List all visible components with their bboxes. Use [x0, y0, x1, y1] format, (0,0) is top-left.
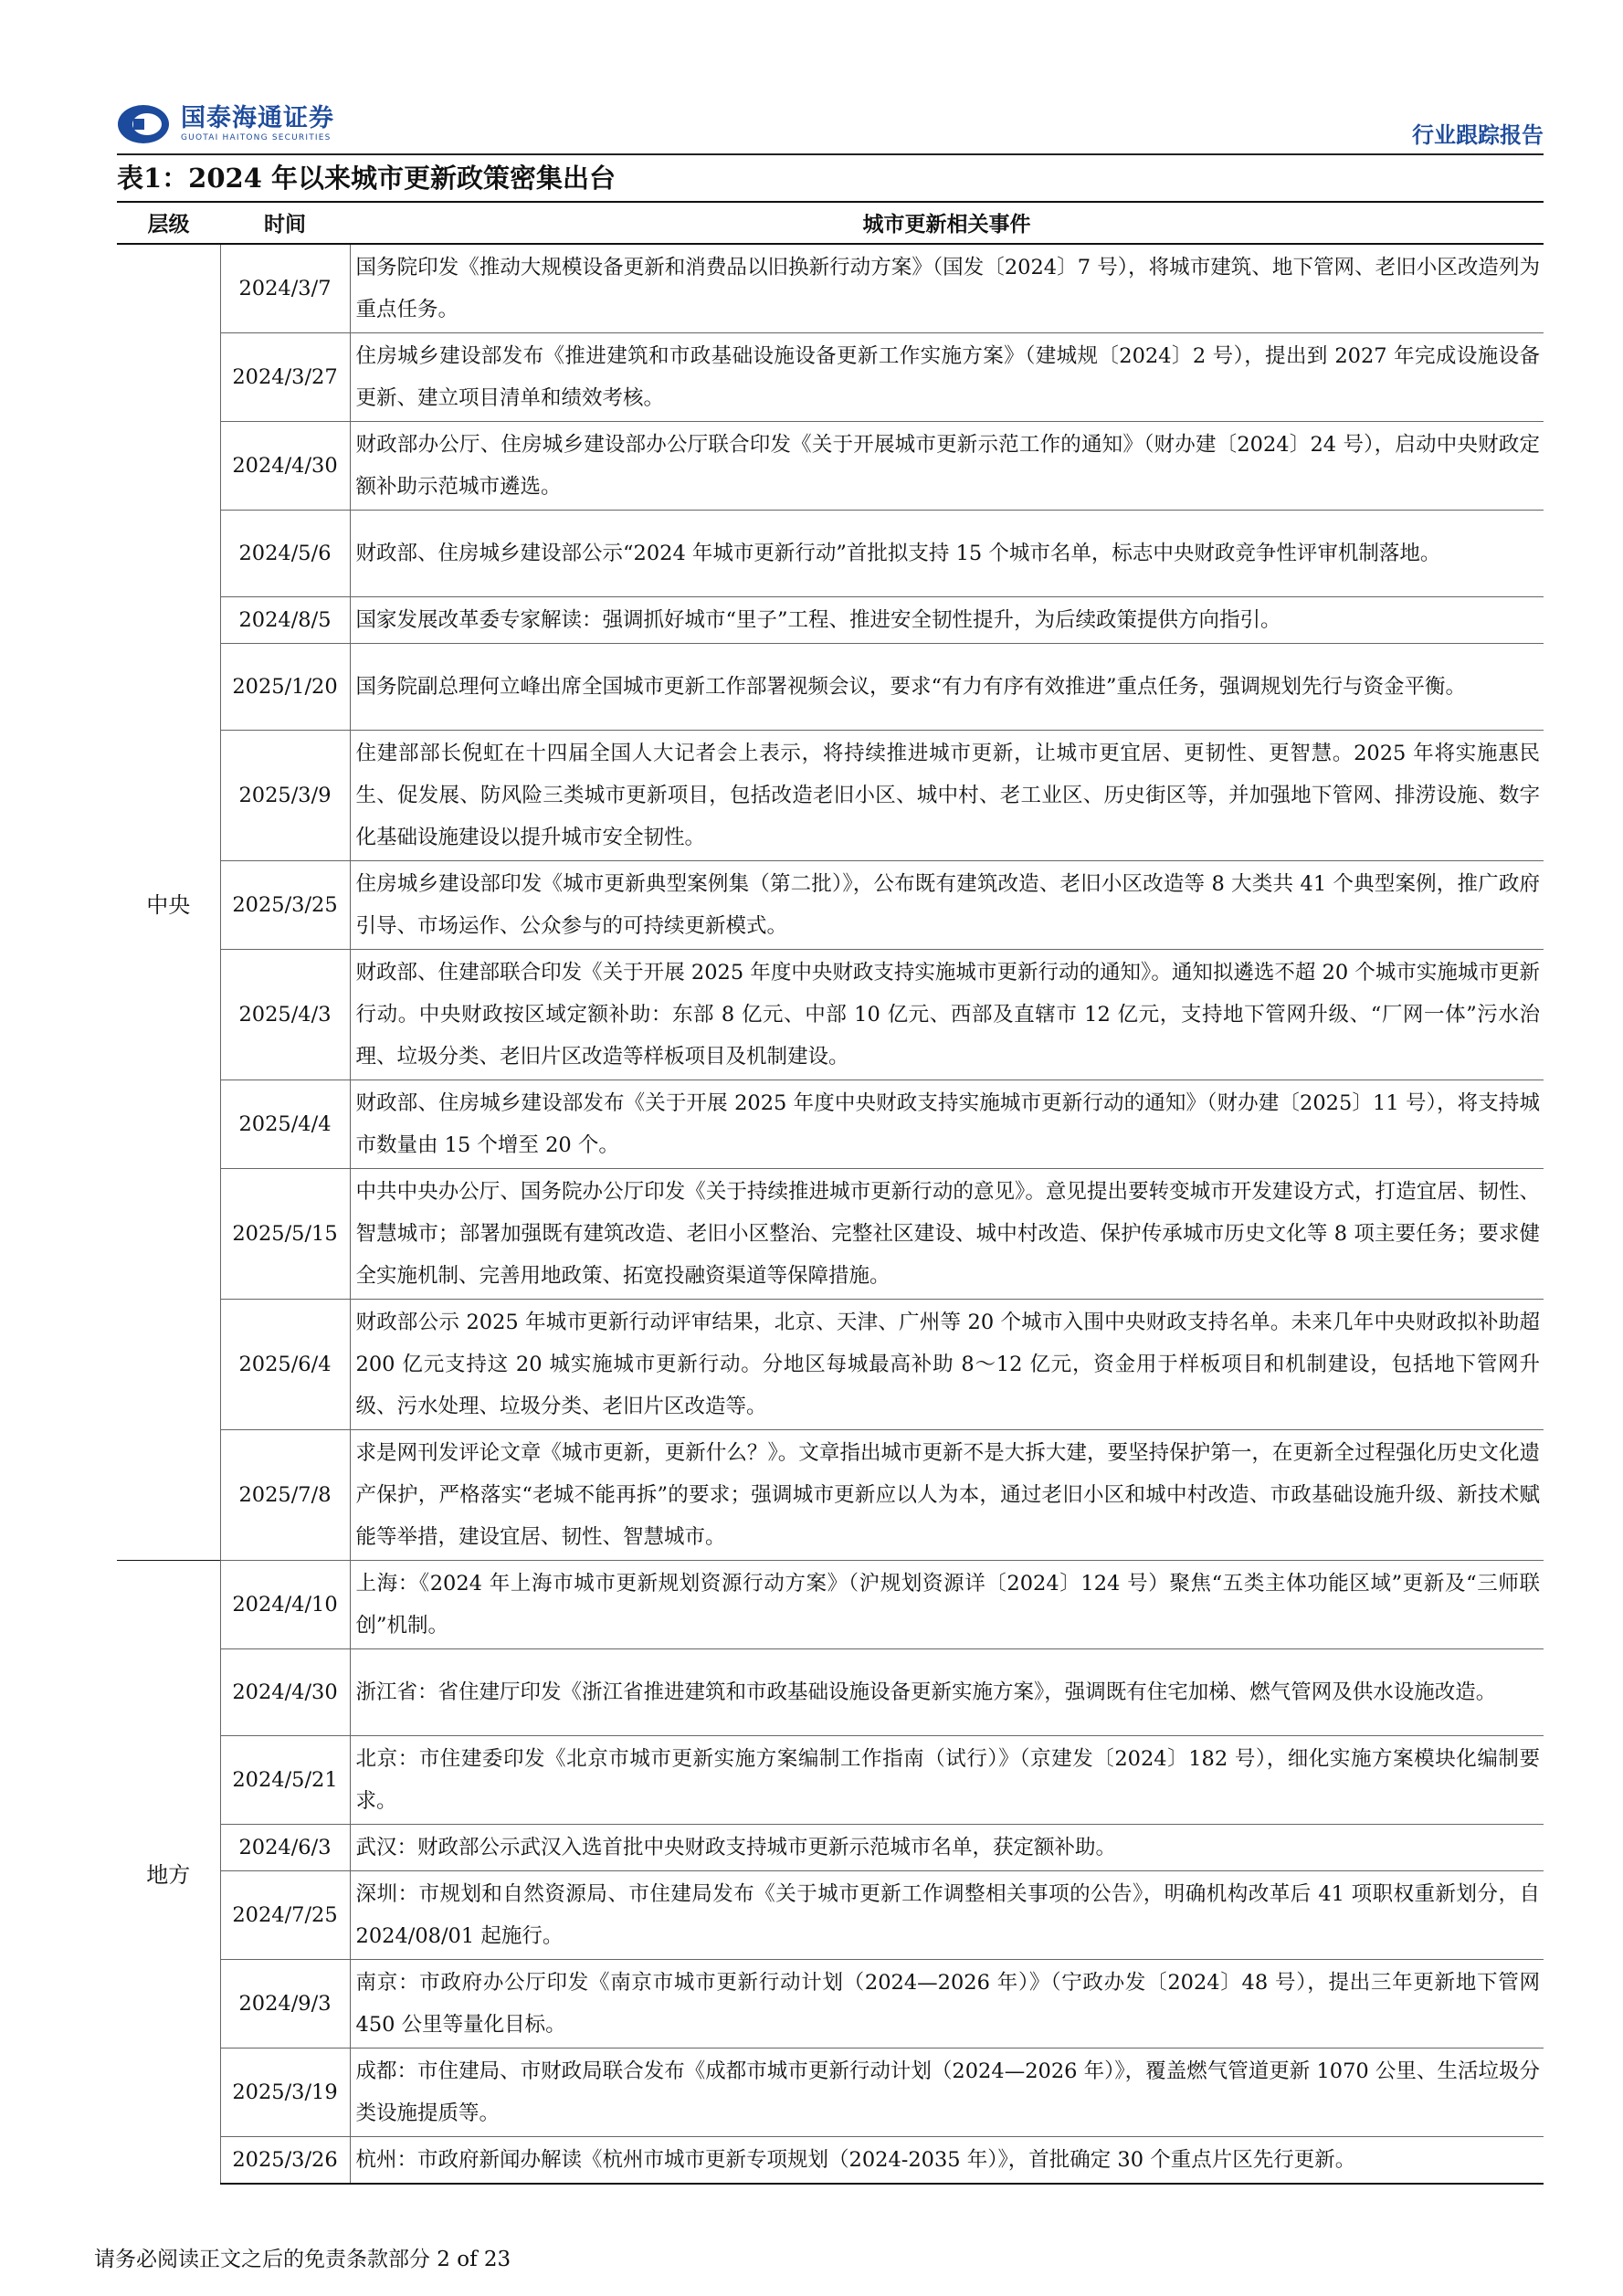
page-header [117, 100, 1544, 155]
logo-name-en: GUOTAI HAITONG SECURITIES [181, 133, 332, 142]
company-logo [117, 100, 334, 148]
event-cell: 住建部部长倪虹在十四届全国人大记者会上表示，将持续推进城市更新，让城市更宜居、更韧性、更智慧。2025 年将实施惠民生、促发展、防风险三类城市更新项目，包括改造老旧小区、城中村、老工业区、历史街区等，并加强地下管网、排涝设施、数字化基础设施建设以提升城市安全韧性。 [350, 731, 1544, 861]
event-cell: 住房城乡建设部发布《推进建筑和市政基础设施设备更新工作实施方案》（建城规〔2024〕2 号），提出到 2027 年完成设施设备更新、建立项目清单和绩效考核。 [350, 333, 1544, 422]
table-row [117, 511, 1544, 597]
event-cell: 财政部、住房城乡建设部公示“2024 年城市更新行动”首批拟支持 15 个城市名单，标志中央财政竞争性评审机制落地。 [350, 511, 1544, 597]
table-row [117, 244, 1544, 333]
date-cell: 2024/3/7 [220, 244, 350, 333]
date-cell: 2024/5/6 [220, 511, 350, 597]
table-row [117, 950, 1544, 1080]
date-cell: 2025/7/8 [220, 1430, 350, 1561]
table-title: 表1：2024 年以来城市更新政策密集出台 [117, 155, 1544, 203]
logo-name-cn: 国泰海通证券 [181, 104, 334, 132]
date-cell: 2025/1/20 [220, 644, 350, 731]
column-header-event: 城市更新相关事件 [350, 201, 1544, 244]
report-type-label: 行业跟踪报告 [1412, 122, 1544, 148]
date-cell: 2024/5/21 [220, 1736, 350, 1825]
event-cell: 财政部办公厅、住房城乡建设部办公厅联合印发《关于开展城市更新示范工作的通知》（财办建〔2024〕24 号），启动中央财政定额补助示范城市遴选。 [350, 422, 1544, 511]
date-cell: 2025/3/25 [220, 861, 350, 950]
column-header-level: 层级 [117, 201, 220, 244]
date-cell: 2025/4/3 [220, 950, 350, 1080]
event-cell: 财政部、住建部联合印发《关于开展 2025 年度中央财政支持实施城市更新行动的通知》。通知拟遴选不超 20 个城市实施城市更新行动。中央财政按区域定额补助：东部 8 亿元、中部 10 亿元、西部及直辖市 12 亿元，支持地下管网升级、“厂网一体”污水治理、垃圾分类、老旧片区改造等样板项目及机制建设。 [350, 950, 1544, 1080]
table-row [117, 597, 1544, 644]
table-row [117, 1871, 1544, 1960]
event-cell: 国家发展改革委专家解读：强调抓好城市“里子”工程、推进安全韧性提升，为后续政策提供方向指引。 [350, 597, 1544, 644]
table-row [117, 1736, 1544, 1825]
date-cell: 2025/6/4 [220, 1300, 350, 1430]
event-cell: 财政部、住房城乡建设部发布《关于开展 2025 年度中央财政支持实施城市更新行动的通知》（财办建〔2025〕11 号），将支持城市数量由 15 个增至 20 个。 [350, 1080, 1544, 1169]
table-header-row [117, 201, 1544, 244]
event-cell: 杭州：市政府新闻办解读《杭州市城市更新专项规划（2024-2035 年）》，首批确定 30 个重点片区先行更新。 [350, 2137, 1544, 2185]
event-cell: 国务院副总理何立峰出席全国城市更新工作部署视频会议，要求“有力有序有效推进”重点任务，强调规划先行与资金平衡。 [350, 644, 1544, 731]
table-row [117, 333, 1544, 422]
column-header-date: 时间 [220, 201, 350, 244]
date-cell: 2024/4/30 [220, 1649, 350, 1736]
table-row [117, 422, 1544, 511]
table-row [117, 1169, 1544, 1300]
date-cell: 2024/4/10 [220, 1561, 350, 1649]
level-cell: 地方 [117, 1561, 220, 2185]
event-cell: 国务院印发《推动大规模设备更新和消费品以旧换新行动方案》（国发〔2024〕7 号），将城市建筑、地下管网、老旧小区改造列为重点任务。 [355, 256, 1540, 321]
footer-disclaimer: 请务必阅读正文之后的免责条款部分 2 of 23 [94, 2248, 511, 2271]
event-cell: 北京：市住建委印发《北京市城市更新实施方案编制工作指南（试行）》（京建发〔2024〕182 号），细化实施方案模块化编制要求。 [350, 1736, 1544, 1825]
policy-table [117, 201, 1544, 2185]
date-cell: 2024/3/27 [220, 333, 350, 422]
table-row [117, 731, 1544, 861]
level-cell: 中央 [117, 244, 220, 1561]
table-row [117, 1080, 1544, 1169]
event-cell: 求是网刊发评论文章《城市更新，更新什么？》。文章指出城市更新不是大拆大建，要坚持保护第一，在更新全过程强化历史文化遗产保护，严格落实“老城不能再拆”的要求；强调城市更新应以人为本，通过老旧小区和城中村改造、市政基础设施升级、新技术赋能等举措，建设宜居、韧性、智慧城市。 [350, 1430, 1544, 1561]
event-cell: 财政部公示 2025 年城市更新行动评审结果，北京、天津、广州等 20 个城市入围中央财政支持名单。未来几年中央财政拟补助超 200 亿元支持这 20 城实施城市更新行动。分地区每城最高补助 8～12 亿元，资金用于样板项目和机制建设，包括地下管网升级、污水处理、垃圾分类、老旧片区改造等。 [350, 1300, 1544, 1430]
table-row [117, 644, 1544, 731]
event-cell: 上海：《2024 年上海市城市更新规划资源行动方案》（沪规划资源详〔2024〕124 号）聚焦“五类主体功能区域”更新及“三师联创”机制。 [350, 1561, 1544, 1649]
table-row [117, 1825, 1544, 1871]
date-cell: 2024/7/25 [220, 1871, 350, 1960]
event-cell: 住房城乡建设部印发《城市更新典型案例集（第二批）》，公布既有建筑改造、老旧小区改造等 8 大类共 41 个典型案例，推广政府引导、市场运作、公众参与的可持续更新模式。 [350, 861, 1544, 950]
date-cell: 2025/3/9 [220, 731, 350, 861]
logo-mark-icon [117, 103, 170, 145]
date-cell: 2025/5/15 [220, 1169, 350, 1300]
date-cell: 2024/9/3 [220, 1960, 350, 2048]
date-cell: 2024/4/30 [220, 422, 350, 511]
table-body [117, 244, 1544, 2184]
event-cell: 浙江省：省住建厅印发《浙江省推进建筑和市政基础设施设备更新实施方案》，强调既有住宅加梯、燃气管网及供水设施改造。 [350, 1649, 1544, 1736]
table-row [117, 1649, 1544, 1736]
date-cell: 2025/3/26 [220, 2137, 350, 2185]
event-cell: 成都：市住建局、市财政局联合发布《成都市城市更新行动计划（2024—2026 年）》，覆盖燃气管道更新 1070 公里、生活垃圾分类设施提质等。 [350, 2048, 1544, 2137]
event-cell: 深圳：市规划和自然资源局、市住建局发布《关于城市更新工作调整相关事项的公告》，明确机构改革后 41 项职权重新划分，自 2024/08/01 起施行。 [350, 1871, 1544, 1960]
table-row [117, 1300, 1544, 1430]
date-cell: 2025/3/19 [220, 2048, 350, 2137]
table-row [117, 861, 1544, 950]
table-row [117, 1960, 1544, 2048]
date-cell: 2024/8/5 [220, 597, 350, 644]
table-row [117, 2048, 1544, 2137]
date-cell: 2024/6/3 [220, 1825, 350, 1871]
event-cell: 中共中央办公厅、国务院办公厅印发《关于持续推进城市更新行动的意见》。意见提出要转变城市开发建设方式，打造宜居、韧性、智慧城市；部署加强既有建筑改造、老旧小区整治、完整社区建设、城中村改造、保护传承城市历史文化等 8 项主要任务；要求健全实施机制、完善用地政策、拓宽投融资渠道等保障措施。 [350, 1169, 1544, 1300]
date-cell: 2025/4/4 [220, 1080, 350, 1169]
event-cell: 武汉：财政部公示武汉入选首批中央财政支持城市更新示范城市名单，获定额补助。 [350, 1825, 1544, 1871]
table-row [117, 1561, 1544, 1649]
event-cell: 南京：市政府办公厅印发《南京市城市更新行动计划（2024—2026 年）》（宁政办发〔2024〕48 号），提出三年更新地下管网 450 公里等量化目标。 [350, 1960, 1544, 2048]
table-row [117, 1430, 1544, 1561]
table-row [117, 2137, 1544, 2185]
